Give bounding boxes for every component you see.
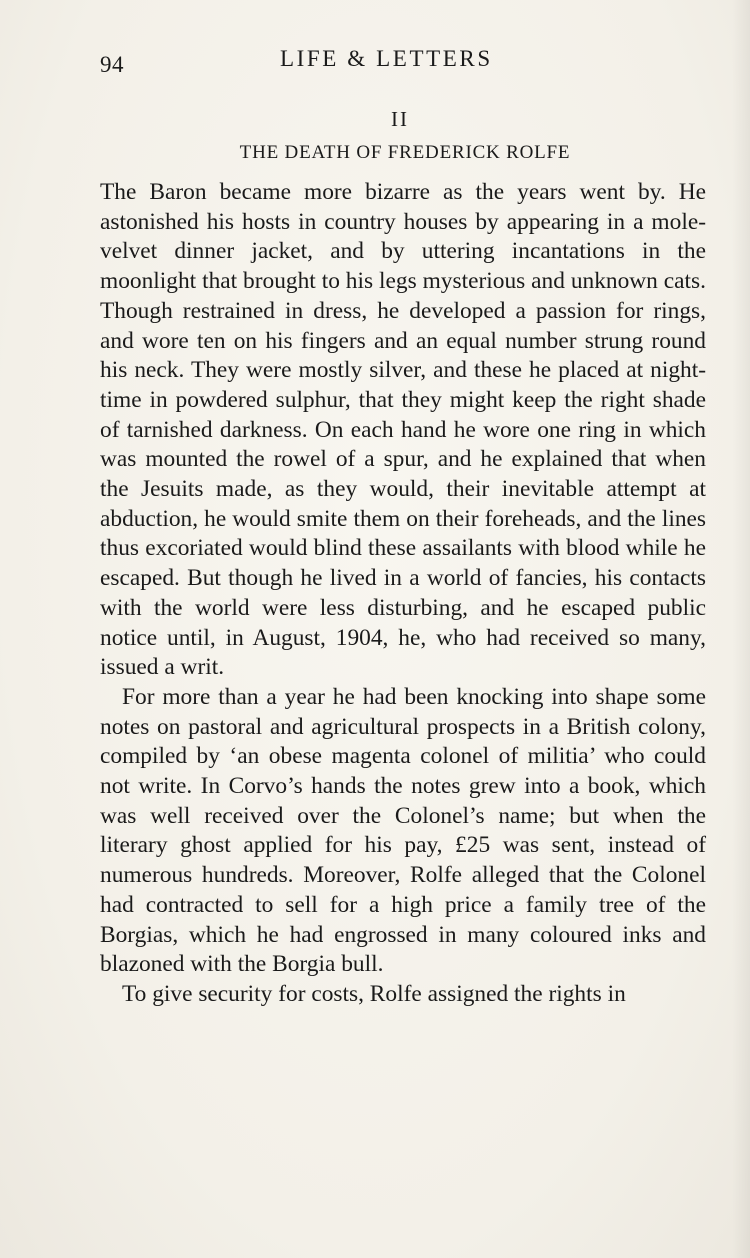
section-title: THE DEATH OF FREDERICK ROLFE bbox=[239, 142, 571, 163]
paragraph-3: To give security for costs, Rolfe assigned the rights in bbox=[122, 980, 626, 1007]
section-number: II bbox=[391, 107, 409, 131]
paragraph-2: For more than a year he had been knocking into shape some notes on pastoral and agricultural prospects in a British colony, compiled by ‘an obese magenta colonel of militia’ who could not write. In Corvo’s hands the notes grew into a book, which was well received over the Colonel’s name; but when the literary ghost applied for his pay, £25 was sent, instead of numerous hundreds. Moreover, Rolfe alleged that the Colonel had contracted to sell for a high price a family tree of the Borgias, which he had engrossed in many coloured inks and blazoned with the Borgia bull. bbox=[100, 683, 706, 978]
body-text bbox=[100, 178, 706, 1010]
paragraph-1: The Baron became more bizarre as the years went by. He astonished his hosts in country houses by appearing in a mole-velvet dinner jacket, and by uttering incantations in the moonlight that brought to his legs mysterious and unknown cats. Though restrained in dress, he developed a passion for rings, and wore ten on his fingers and an equal number strung round his neck. They were mostly silver, and these he placed at night-time in powdered sulphur, that they might keep the right shade of tarnished darkness. On each hand he wore one ring in which was mounted the rowel of a spur, and he explained that when the Jesuits made, as they would, their inevitable attempt at abduction, he would smite them on their foreheads, and the lines thus excoriated would blind these assailants with blood while he escaped. But though he lived in a world of fancies, his contacts with the world were less disturbing, and he escaped public notice until, in August, 1904, he, who had received so many, issued a writ. bbox=[100, 179, 706, 681]
running-head bbox=[100, 46, 710, 78]
page-edge-shadow bbox=[732, 0, 750, 1258]
page-number: 94 bbox=[100, 52, 124, 77]
running-title: LIFE & LETTERS bbox=[280, 46, 493, 71]
